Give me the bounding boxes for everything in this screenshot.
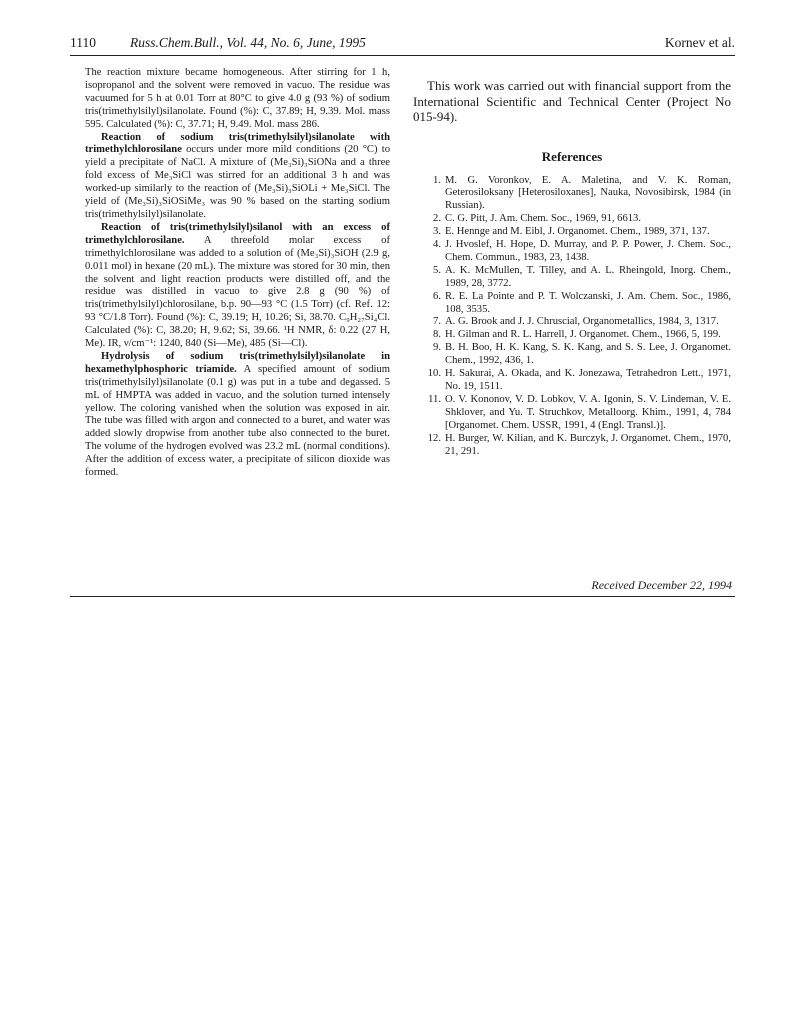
reference-text: H. Burger, W. Kilian, and K. Burczyk, J. Organomet. Chem., 1970, 21, 291.	[445, 432, 731, 457]
paragraph-4-body: A specified amount of sodium tris(trimethylsilyl)silanolate (0.1 g) was put in a tube and degassed. 5 mL of HMPTA was added in vacuo, and the solution turned intensely yellow. The coloring vanished when the solution was exposed in air. The tube was filled with argon and connected to a buret, and water was added slowly dropwise from another tube also connected to the buret. The volume of the hydrogen evolved was 23.2 mL (normal conditions). After the addition of excess water, a precipitate of silicon dioxide was formed.	[85, 363, 390, 479]
reference-number: 5.	[433, 264, 441, 276]
reference-number: 6.	[433, 290, 441, 302]
reference-text: A. G. Brook and J. J. Chruscial, Organometallics, 1984, 3, 1317.	[445, 316, 719, 328]
reference-list	[413, 175, 731, 459]
received-date: Received December 22, 1994	[591, 578, 732, 592]
reference-number: 12.	[427, 432, 441, 444]
header-rule	[70, 55, 735, 56]
paragraph-3-heading: Reaction of tris(trimethylsilyl)silanol with an excess of trimethylchlorosilane.	[85, 221, 390, 246]
left-column	[85, 67, 390, 480]
reference-item	[413, 265, 731, 291]
paragraph-3	[85, 222, 390, 351]
reference-number: 2.	[433, 213, 441, 225]
reference-item	[413, 175, 731, 214]
paragraph-1: The reaction mixture became homogeneous. After stirring for 1 h, isopropanol and the solvent were removed in vacuo. The residue was vacuumed for 5 h at 0.01 Torr at 80°C to give 4.0 g (93 %) of sodium tris(trimethylsilyl)silanolate. Found (%): C, 37.89; H, 9.39. Mol. mass 595. Calculated (%): C, 37.71; H, 9.49. Mol. mass 286.	[85, 67, 390, 130]
reference-number: 4.	[433, 239, 441, 251]
reference-number: 9.	[433, 342, 441, 354]
paragraph-2	[85, 132, 390, 222]
reference-text: R. E. La Pointe and P. T. Wolczanski, J. Am. Chem. Soc., 1986, 108, 3535.	[445, 290, 731, 315]
paragraph-4-heading: Hydrolysis of sodium tris(trimethylsilyl)silanolate in hexamethylphosphoric triamide.	[85, 350, 390, 375]
reference-text: H. Sakurai, A. Okada, and K. Jonezawa, Tetrahedron Lett., 1971, No. 19, 1511.	[445, 368, 731, 392]
paragraph-2-body: occurs under more mild conditions (20 °C) to yield a precipitate of NaCl. A mixture of (Me₃Si)₃SiONa and a three fold excess of Me₃SiCl was stirred for an additional 3 h and was worked-up similarly to the reaction of (Me₃Si)₃SiOLi + Me₃SiCl. The yield of (Me₃Si)₃SiOSiMe₃ was 90 % based on the starting sodium tris(trimethylsilyl)silanolate.	[85, 144, 390, 220]
reference-number: 1.	[433, 174, 441, 186]
reference-text: B. H. Boo, H. K. Kang, S. K. Kang, and S. S. Lee, J. Organomet. Chem., 1992, 436, 1.	[445, 342, 731, 367]
reference-number: 3.	[433, 226, 441, 238]
reference-item	[413, 213, 731, 226]
paragraph-4	[85, 351, 390, 480]
reference-item	[413, 368, 731, 394]
reference-number: 8.	[433, 329, 441, 341]
paragraph-2-heading: Reaction of sodium tris(trimethylsilyl)silanolate with trimethylchlorosilane	[85, 131, 390, 156]
reference-text: O. V. Kononov, V. D. Lobkov, V. A. Igonin, S. V. Lindeman, V. E. Shklover, and Yu. T. Struchkov, Metalloorg. Khim., 1991, 4, 784 [Organomet. Chem. USSR, 1991, 4 (Engl. Transl.)].	[445, 393, 731, 431]
right-column	[413, 78, 731, 458]
reference-text: E. Hennge and M. Eibl, J. Organomet. Chem., 1989, 371, 137.	[445, 226, 710, 238]
reference-item	[413, 291, 731, 317]
reference-item	[413, 342, 731, 368]
reference-text: A. K. McMullen, T. Tilley, and A. L. Rheingold, Inorg. Chem., 1989, 28, 3772.	[445, 264, 731, 289]
references-title: References	[541, 148, 603, 164]
author-name: Kornev et al.	[664, 35, 735, 50]
reference-item	[413, 433, 731, 459]
reference-text: H. Gilman and R. L. Harrell, J. Organomet. Chem., 1966, 5, 199.	[445, 329, 721, 341]
reference-item	[413, 239, 731, 265]
page-number: 1110	[70, 35, 96, 50]
reference-number: 7.	[433, 316, 441, 328]
paragraph-3-body: A threefold molar excess of trimethylchlorosilane was added to a solution of (Me₃Si)₃SiOH (2.9 g, 0.011 mol) in hexane (20 mL). The mixture was stored for 30 min, then the solvent and light reaction products were distilled off, and the residue was distilled in vacuo to give 2.8 g (90 %) of tris(trimethylsilyl)chlorosilane, b.p. 90—93 °C (1.5 Torr) (cf. Ref. 12: 93 °C/1.8 Torr). Found (%): C, 39.19; H, 10.26; Si, 38.70. C₉H₂₇Si₄Cl. Calculated (%): C, 38.20; H, 9.62; Si, 39.66. ¹H NMR, δ: 0.22 (27 H, Me). IR, ν/cm⁻¹: 1240, 840 (Si—Me), 485 (Si—Cl).	[85, 234, 390, 350]
reference-item	[413, 226, 731, 239]
bottom-rule	[70, 596, 735, 597]
reference-item	[413, 329, 731, 342]
reference-number: 11.	[428, 393, 441, 405]
reference-text: C. G. Pitt, J. Am. Chem. Soc., 1969, 91, 6613.	[445, 213, 641, 225]
journal-citation: Russ.Chem.Bull., Vol. 44, No. 6, June, 1995	[130, 35, 366, 50]
running-header	[70, 33, 735, 53]
reference-text: M. G. Voronkov, E. A. Maletina, and V. K. Roman, Geterosiloksany [Heterosiloxanes], Nauka, Novosibirsk, 1984 (in Russian).	[445, 174, 731, 212]
reference-number: 10.	[427, 368, 441, 380]
reference-text: J. Hvoslef, H. Hope, D. Murray, and P. P. Power, J. Chem. Soc., Chem. Commun., 1983, 23, 1438.	[445, 239, 731, 263]
acknowledgement: This work was carried out with financial support from the International Scientific and Technical Center (Project No 015-94).	[413, 78, 731, 124]
reference-item	[413, 316, 731, 329]
reference-item	[413, 394, 731, 433]
